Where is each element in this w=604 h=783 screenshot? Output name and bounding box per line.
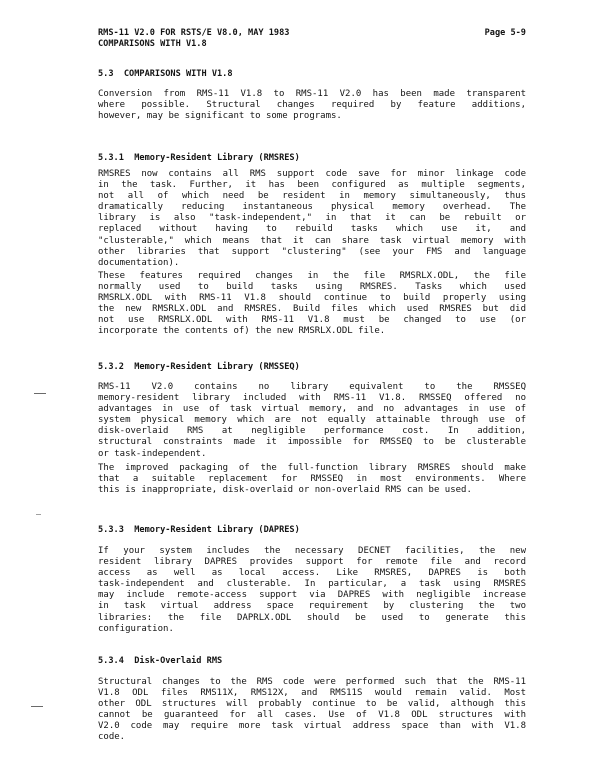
paragraph: These features required changes in the file RMSRLX.ODL, the file normally used to build tasks using RMSRES. Tasks which used RMSRLX.ODL with RMS-11 V1.8 should continue to build properly using the new RMSRLX.ODL and RMSRES. Build files which used RMSRES but did not use RMSRLX.ODL with RMS-11 V1.8 must be changed to use (or incorporate the contents of) the new RMSRLX.ODL file. xyxy=(98,271,526,337)
section-heading-5-3-3: 5.3.3 Memory-Resident Library (DAPRES) xyxy=(98,525,300,535)
paragraph: Conversion from RMS-11 V1.8 to RMS-11 V2.0 has been made transparent where possible. Structural changes required by feature additions, however, may be significant to some programs. xyxy=(98,89,526,122)
running-header-subtitle: COMPARISONS WITH V1.8 xyxy=(98,39,207,49)
paragraph: The improved packaging of the full-function library RMSRES should make that a suitable replacement for RMSSEQ in most environments. Where this is inappropriate, disk-overlaid or non-overlaid RMS can be used. xyxy=(98,463,526,496)
margin-scan-mark xyxy=(36,514,41,515)
section-heading-5-3-1: 5.3.1 Memory-Resident Library (RMSRES) xyxy=(98,153,300,163)
margin-scan-mark xyxy=(34,393,46,394)
page-number: Page 5-9 xyxy=(484,28,526,38)
paragraph: RMS-11 V2.0 contains no library equivalent to the RMSSEQ memory-resident library included with RMS-11 V1.8. RMSSEQ offered no advantages in use of task virtual memory, and no advantages in use of system physical memory which are not equally attainable through use of disk-overlaid RMS at negligible performance cost. In addition, structural constraints made it impossible for RMSSEQ to be clusterable or task-independent. xyxy=(98,382,526,459)
running-header-title: RMS-11 V2.0 FOR RSTS/E V8.0, MAY 1983 xyxy=(98,28,290,38)
section-heading-5-3-4: 5.3.4 Disk-Overlaid RMS xyxy=(98,656,223,666)
paragraph: RMSRES now contains all RMS support code save for minor linkage code in the task. Further, it has been configured as multiple segments, not all of which need be resident in memory simultaneously, thus dramatically reducing instantaneous physical memory overhead. The library is also "task-independent," in that it can be rebuilt or replaced without having to rebuild tasks which use it, and "clusterable," which means that it can share task virtual memory with other libraries that support "clustering" (see your FMS and language documentation). xyxy=(98,169,526,268)
paragraph: If your system includes the necessary DECNET facilities, the new resident library DAPRES provides support for remote file and record access as well as local access. Like RMSRES, DAPRES is both task-independent and clusterable. In particular, a task using RMSRES may include remote-access support via DAPRES with negligible increase in task virtual address space requirement by clustering the two libraries: the file DAPRLX.ODL should be used to generate this configuration. xyxy=(98,546,526,634)
paragraph: Structural changes to the RMS code were performed such that the RMS-11 V1.8 ODL files RMS11X, RMS12X, and RMS11S would remain valid. Most other ODL structures will probably continue to be valid, although this cannot be guaranteed for all cases. Use of V1.8 ODL structures with V2.0 code may require more task virtual address space than with V1.8 code. xyxy=(98,677,526,743)
margin-scan-mark xyxy=(31,706,43,707)
section-heading-5-3-2: 5.3.2 Memory-Resident Library (RMSSEQ) xyxy=(98,362,300,372)
section-heading-5-3: 5.3 COMPARISONS WITH V1.8 xyxy=(98,69,233,79)
